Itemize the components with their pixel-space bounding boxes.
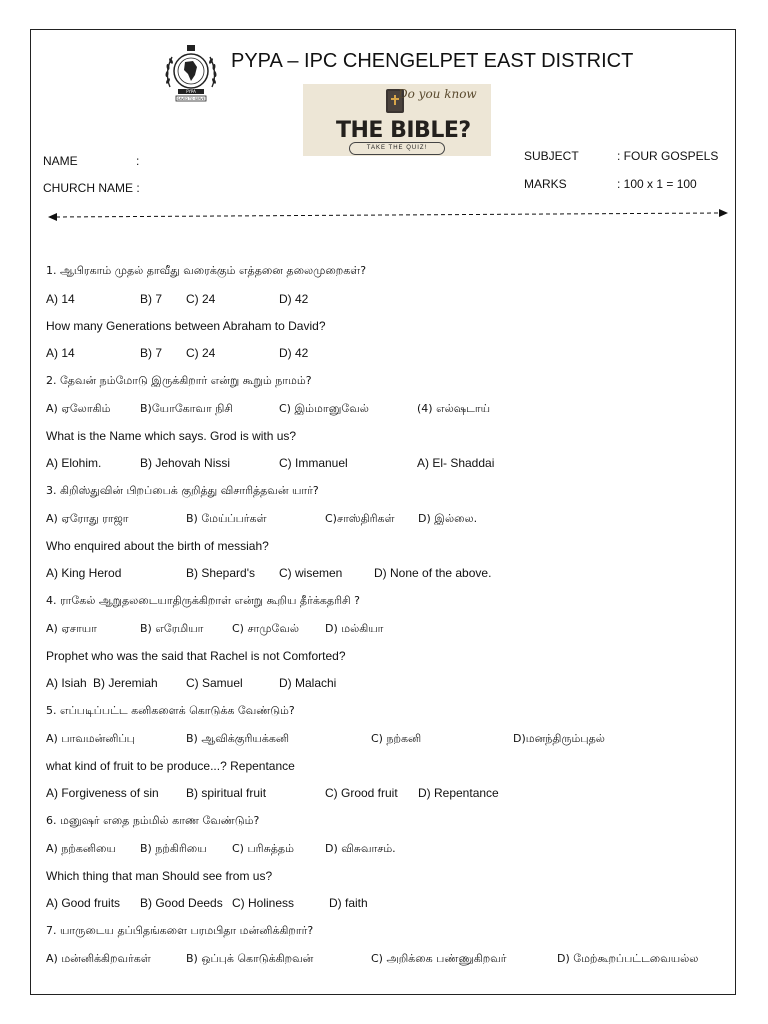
q1-ta-option-d: D) 42 xyxy=(279,292,309,306)
svg-text:PYPA: PYPA xyxy=(186,89,196,94)
q5-ta-option-d: D)மனந்திரும்புதல் xyxy=(513,732,605,745)
q1-en-option-b: B) 7 xyxy=(140,346,163,360)
q5-ta-option-a: A) பாவமன்னிப்பு xyxy=(46,732,135,745)
q4-en-option-d: D) Malachi xyxy=(279,676,337,690)
q6-en-option-d: D) faith xyxy=(329,896,368,910)
q3-en-option-a: A) King Herod xyxy=(46,566,122,580)
q5-en-option-d: D) Repentance xyxy=(418,786,499,800)
question-4-tamil: 4. ராகேல் ஆறுதலடையாதிருக்கிறாள் என்று கூறிய தீர்க்கதரிசி ? xyxy=(46,594,360,607)
q4-ta-option-d: D) மல்கியா xyxy=(325,622,384,635)
q3-en-option-b: B) Shepard's xyxy=(186,566,255,580)
q2-en-option-d: A) El- Shaddai xyxy=(417,456,495,470)
q5-ta-option-c: C) நற்கனி xyxy=(371,732,422,745)
pypa-logo xyxy=(160,43,222,105)
subject-label: SUBJECT xyxy=(524,149,579,163)
question-5-english: what kind of fruit to be produce...? Repentance xyxy=(46,759,295,773)
q6-ta-option-b: B) நற்கிரியை xyxy=(140,842,207,855)
question-1-tamil: 1. ஆபிரகாம் முதல் தாவீது வரைக்கும் எத்தனை தலைமுறைகள்? xyxy=(46,264,367,277)
q2-ta-option-d: (4) எல்ஷடாய் xyxy=(417,402,491,415)
q2-ta-option-c: C) இம்மானுவேல் xyxy=(279,402,369,415)
name-label: NAME xyxy=(43,154,78,168)
q2-ta-option-a: A) ஏலோகிம் xyxy=(46,402,111,415)
q3-ta-option-c: C)சாஸ்திரிகள் xyxy=(325,512,395,525)
q5-en-option-b: B) spiritual fruit xyxy=(186,786,267,800)
bible-quiz-banner xyxy=(303,84,491,156)
q5-ta-option-b: B) ஆவிக்குரியக்கனி xyxy=(186,732,290,745)
question-2-english: What is the Name which says. Grod is with us? xyxy=(46,429,297,443)
q1-ta-option-b: B) 7 xyxy=(140,292,163,306)
q6-ta-option-c: C) பரிசுத்தம் xyxy=(232,842,294,855)
q5-en-option-a: A) Forgiveness of sin xyxy=(46,786,159,800)
q6-en-option-a: A) Good fruits xyxy=(46,896,121,910)
q6-en-option-b: B) Good Deeds xyxy=(140,896,223,910)
q1-en-option-c: C) 24 xyxy=(186,346,216,360)
q1-ta-option-a: A) 14 xyxy=(46,292,75,306)
q7-ta-option-d: D) மேற்கூறப்பட்டவையல்ல xyxy=(557,952,699,965)
q4-ta-option-b: B) எரேமியா xyxy=(140,622,204,635)
subject-value: : FOUR GOSPELS xyxy=(617,149,719,163)
question-6-tamil: 6. மனுஷர் எதை நம்மில் காண வேண்டும்? xyxy=(46,814,260,827)
q3-ta-option-a: A) ஏரோது ராஜா xyxy=(46,512,129,525)
q1-en-option-a: A) 14 xyxy=(46,346,75,360)
question-3-english: Who enquired about the birth of messiah? xyxy=(46,539,269,553)
banner-quiz-text: TAKE THE QUIZ! xyxy=(349,142,445,155)
q7-ta-option-b: B) ஒப்புக் கொடுக்கிறவன் xyxy=(186,952,314,965)
question-5-tamil: 5. எப்படிப்பட்ட கனிகளைக் கொடுக்க வேண்டும்? xyxy=(46,704,295,717)
q6-ta-option-a: A) நற்கனியை xyxy=(46,842,116,855)
document-title: PYPA – IPC CHENGELPET EAST DISTRICT xyxy=(231,50,634,72)
q1-ta-option-c: C) 24 xyxy=(186,292,216,306)
marks-label: MARKS xyxy=(524,177,567,191)
q4-en-option-b: B) Jeremiah xyxy=(93,676,158,690)
dashed-arrow-divider xyxy=(48,208,728,224)
question-6-english: Which thing that man Should see from us? xyxy=(46,869,273,883)
svg-text:SAVED TO SERVE: SAVED TO SERVE xyxy=(177,97,205,101)
q2-ta-option-b: B)யோகோவா நிசி xyxy=(140,402,233,415)
q7-ta-option-c: C) அறிக்கை பண்ணுகிறவர் xyxy=(371,952,507,965)
banner-big-text: THE BIBLE? xyxy=(336,118,471,143)
q4-en-option-c: C) Samuel xyxy=(186,676,243,690)
church-name-label: CHURCH NAME : xyxy=(43,181,140,195)
q3-ta-option-d: D) இல்லை. xyxy=(418,512,478,525)
q3-en-option-d: D) None of the above. xyxy=(374,566,492,580)
q6-ta-option-d: D) விசுவாசம். xyxy=(325,842,396,855)
q2-en-option-b: B) Jehovah Nissi xyxy=(140,456,231,470)
q1-en-option-d: D) 42 xyxy=(279,346,309,360)
q5-en-option-c: C) Grood fruit xyxy=(325,786,398,800)
q4-ta-option-a: A) ஏசாயா xyxy=(46,622,97,635)
question-1-english: How many Generations between Abraham to David? xyxy=(46,319,326,333)
question-3-tamil: 3. கிறிஸ்துவின் பிறப்பைக் குறித்து விசாரித்தவன் யார்? xyxy=(46,484,319,497)
q7-ta-option-a: A) மன்னிக்கிறவர்கள் xyxy=(46,952,151,965)
question-7-tamil: 7. யாருடைய தப்பிதங்களை பரமபிதா மன்னிக்கிறார்? xyxy=(46,924,314,937)
marks-value: : 100 x 1 = 100 xyxy=(617,177,697,191)
banner-small-text: Do you know xyxy=(398,87,477,101)
q6-en-option-c: C) Holiness xyxy=(232,896,295,910)
name-colon: : xyxy=(136,154,140,168)
q2-en-option-c: C) Immanuel xyxy=(279,456,348,470)
q4-en-option-a: A) Isiah xyxy=(46,676,87,690)
question-4-english: Prophet who was the said that Rachel is not Comforted? xyxy=(46,649,346,663)
q3-en-option-c: C) wisemen xyxy=(279,566,343,580)
q2-en-option-a: A) Elohim. xyxy=(46,456,102,470)
q3-ta-option-b: B) மேய்ப்பர்கள் xyxy=(186,512,267,525)
question-2-tamil: 2. தேவன் நம்மோடு இருக்கிறார் என்று கூறும் நாமம்? xyxy=(46,374,312,387)
q4-ta-option-c: C) சாமுவேல் xyxy=(232,622,299,635)
